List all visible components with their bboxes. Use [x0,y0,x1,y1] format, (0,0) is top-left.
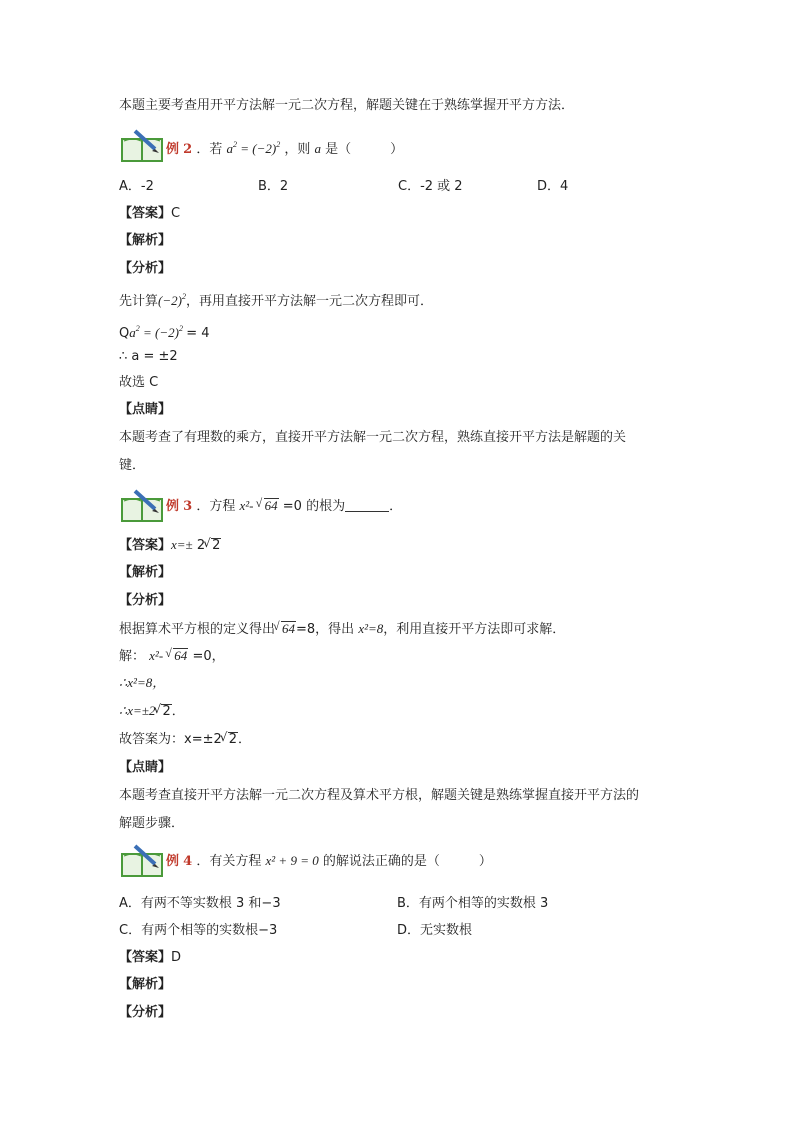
radical: √ 64 [173,648,188,662]
radical: √ 2 [161,704,171,718]
text: 根据算术平方根的定义得出 [119,622,276,637]
expression: $(-2)^2$ [158,292,186,308]
answer-blank [345,499,389,512]
equation: x² + 9 = 0 [265,853,319,868]
option-b: B．2 [258,179,289,194]
dianjing-tag: 【点睛】 [119,760,172,775]
dianjing-tag: 【点睛】 [119,402,172,417]
option-a: A．有两不等实数根 3 和−3 [119,896,281,911]
text: =8，得出 [296,622,355,637]
comment-line-2: 键． [119,458,146,473]
option-b: B．有两个相等的实数根 3 [397,896,549,911]
example-4-stem [166,852,492,871]
text: ，再用直接开平方法解一元二次方程即可． [185,294,433,309]
text: 解： [119,649,146,664]
answer-line [119,205,180,223]
solution-line-2: ∴x²=8， [119,675,166,690]
option-c: C．有两个相等的实数根−3 [119,923,278,938]
example-2-stem [166,136,403,159]
text: ，利用直接开平方法即可求解． [383,622,566,637]
radical: √ 64 [264,498,279,512]
solution-line-1 [119,647,225,666]
stem-text: ．方程 [196,499,236,514]
text: Q [119,326,130,341]
example-3-stem [166,497,402,516]
stem-text-mid: ，则 [284,142,311,157]
fenxi-tag: 【分析】 [119,593,172,608]
analysis-line-1 [119,288,433,311]
text: ． [238,732,252,747]
answer-value: x=± [171,537,193,552]
stem-text-end: 是（ ） [325,142,404,157]
example-number: 2 [183,142,193,157]
coefficient: 2 [196,538,206,553]
option-c: C．-2 或 2 [398,179,463,194]
example-label: 例 [166,854,180,869]
fenxi-tag: 【分析】 [119,1005,172,1020]
stem-text-mid: =0 的根为 [282,499,346,514]
analysis-line-3: ∴ a = ±2 [119,349,178,364]
answer-value: D [171,950,182,965]
jiexi-tag: 【解析】 [119,233,172,248]
book-pencil-icon [119,127,165,163]
radical: √ 2 [228,732,238,746]
example-number: 3 [183,499,193,514]
analysis-line-4: 故选 C [119,375,159,390]
example-number: 4 [183,854,193,869]
example-label: 例 [166,142,180,157]
jiexi-tag: 【解析】 [119,977,172,992]
variable: a [314,141,321,156]
stem-text-end: ． [389,499,403,514]
example-label: 例 [166,499,180,514]
text: 先计算 [119,294,159,309]
text: = 4 [186,326,210,341]
option-d: D．无实数根 [397,923,473,938]
equation: x²- [149,648,164,663]
fenxi-tag: 【分析】 [119,261,172,276]
analysis-line-1 [119,620,565,639]
answer-tag: 【答案】 [119,950,172,965]
comment-line-1: 本题考查直接开平方法解一元二次方程及算术平方根，解题关键是熟练掌握直接开平方法的 [119,788,640,803]
stem-text: ．若 [196,142,223,157]
radical: √ 64 [281,621,296,635]
answer-tag: 【答案】 [119,206,172,221]
stem-text: ．有关方程 [196,854,262,869]
text: =0， [192,649,225,664]
equation: $a^2 = (-2)^2$ [129,324,183,340]
book-pencil-icon [119,842,165,878]
answer-line [119,536,221,555]
equation: $a^2 = (-2)^2$ [226,140,281,156]
text: ∴x=±2 [119,703,156,718]
stem-text-end: 的解说法正确的是（ ） [322,854,492,869]
answer-tag: 【答案】 [119,538,172,553]
jiexi-tag: 【解析】 [119,565,172,580]
answer-line [119,949,181,967]
solution-line-3 [119,702,185,721]
book-pencil-icon [119,487,165,523]
comment-line-2: 解题步骤． [119,816,185,831]
solution-line-4 [119,731,251,749]
analysis-line-2 [119,320,209,343]
text: ． [171,704,185,719]
option-a: A．-2 [119,179,154,194]
equation: x²=8 [358,621,384,636]
intro-text: 本题主要考查用开平方法解一元二次方程，解题关键在于熟练掌握开平方方法． [119,98,575,113]
comment-line-1: 本题考查了有理数的乘方，直接开平方法解一元二次方程，熟练直接开平方法是解题的关 [119,430,627,445]
equation: x²- [239,498,254,513]
option-d: D．4 [537,179,569,194]
text: 故答案为：x=±2 [119,732,222,747]
radical: √ 2 [211,538,221,552]
answer-value: C [171,206,181,221]
